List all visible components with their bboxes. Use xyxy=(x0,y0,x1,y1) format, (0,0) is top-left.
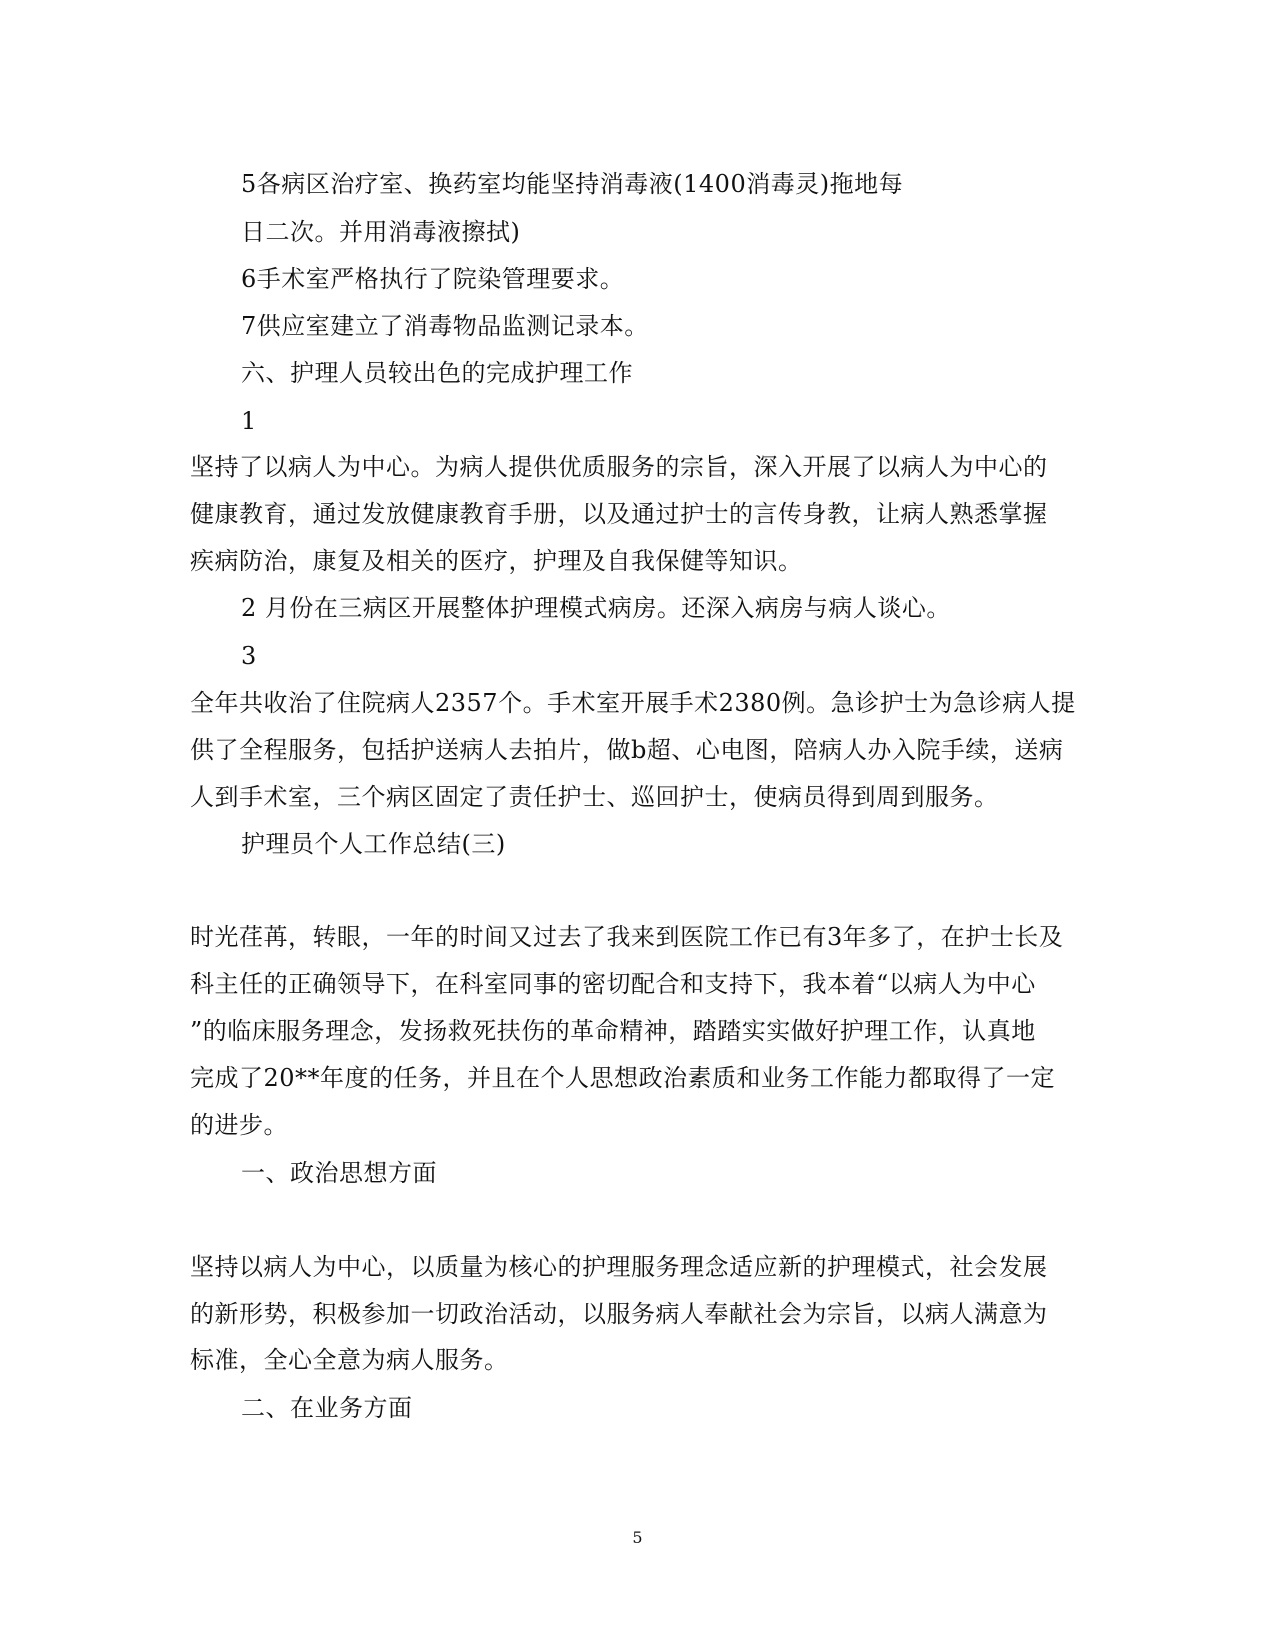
section-heading: 六、护理人员较出色的完成护理工作 xyxy=(241,359,633,387)
text-line: 坚持了以病人为中心。为病人提供优质服务的宗旨，深入开展了以病人为中心的 xyxy=(190,453,1048,481)
section-heading: 一、政治思想方面 xyxy=(241,1159,437,1187)
section-title: 护理员个人工作总结(三) xyxy=(241,830,506,858)
page-number: 5 xyxy=(632,1528,643,1547)
text-line: 健康教育，通过发放健康教育手册，以及通过护士的言传身教，让病人熟悉掌握 xyxy=(190,500,1048,528)
text-line: ”的临床服务理念，发扬救死扶伤的革命精神，踏踏实实做好护理工作，认真地 xyxy=(190,1017,1036,1045)
text-line: 6手术室严格执行了院染管理要求。 xyxy=(241,265,625,293)
text-line: 供了全程服务，包括护送病人去拍片，做b超、心电图，陪病人办入院手续，送病 xyxy=(190,736,1064,764)
text-line: 日二次。并用消毒液擦拭) xyxy=(241,218,521,246)
text-line: 5各病区治疗室、换药室均能坚持消毒液(1400消毒灵)拖地每 xyxy=(241,170,904,198)
list-number: 1 xyxy=(241,407,257,435)
list-number: 3 xyxy=(241,642,257,670)
text-line: 的新形势，积极参加一切政治活动，以服务病人奉献社会为宗旨，以病人满意为 xyxy=(190,1300,1048,1328)
text-line: 全年共收治了住院病人2357个。手术室开展手术2380例。急诊护士为急诊病人提 xyxy=(190,689,1076,717)
text-line: 的进步。 xyxy=(190,1111,288,1139)
text-line: 标准，全心全意为病人服务。 xyxy=(190,1346,509,1374)
text-line: 完成了20**年度的任务，并且在个人思想政治素质和业务工作能力都取得了一定 xyxy=(190,1064,1056,1092)
text-line: 时光荏苒，转眼，一年的时间又过去了我来到医院工作已有3年多了，在护士长及 xyxy=(190,923,1064,951)
section-heading: 二、在业务方面 xyxy=(241,1394,413,1422)
text-line: 人到手术室，三个病区固定了责任护士、巡回护士，使病员得到周到服务。 xyxy=(190,783,999,811)
text-line: 科主任的正确领导下，在科室同事的密切配合和支持下，我本着“以病人为中心 xyxy=(190,970,1036,998)
text-line: 坚持以病人为中心，以质量为核心的护理服务理念适应新的护理模式，社会发展 xyxy=(190,1253,1048,1281)
text-line: 7供应室建立了消毒物品监测记录本。 xyxy=(241,312,649,340)
text-line: 2 月份在三病区开展整体护理模式病房。还深入病房与病人谈心。 xyxy=(241,594,951,622)
text-line: 疾病防治，康复及相关的医疗，护理及自我保健等知识。 xyxy=(190,547,803,575)
